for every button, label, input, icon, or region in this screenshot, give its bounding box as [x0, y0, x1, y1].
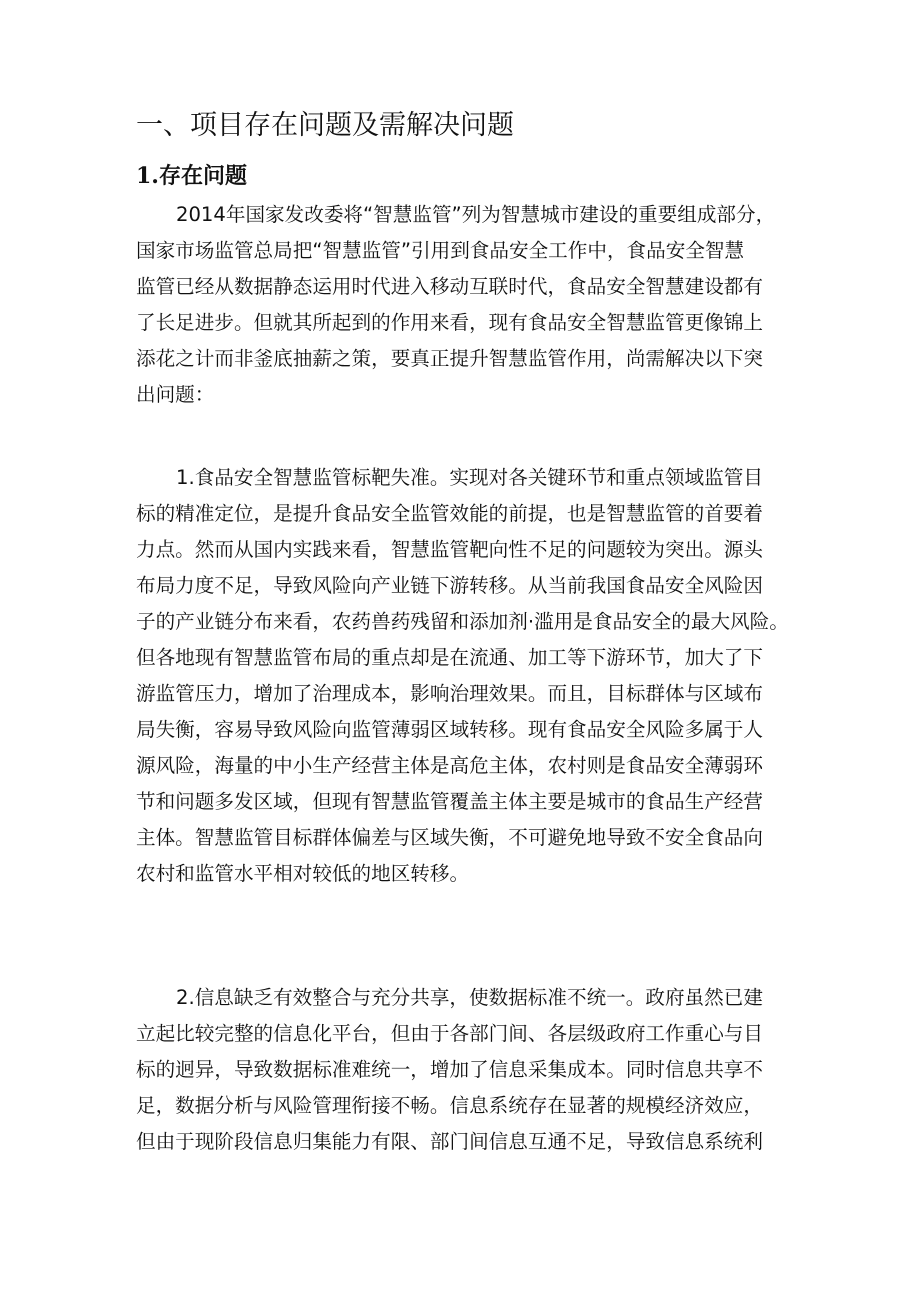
paragraph-point-2 — [136, 980, 763, 1160]
paragraph-line: 源风险，海量的中小生产经营主体是高危主体，农村则是食品安全薄弱环 — [136, 754, 763, 777]
paragraph-line: 国家市场监管总局把“智慧监管”引用到食品安全工作中，食品安全智慧 — [136, 239, 745, 262]
paragraph-intro — [136, 197, 775, 413]
subsection-heading: 1.存在问题 — [136, 163, 247, 189]
paragraph-line: 农村和监管水平相对较低的地区转移。 — [136, 862, 470, 885]
paragraph-line: 2014年国家发改委将“智慧监管”列为智慧城市建设的重要组成部分， — [176, 203, 776, 226]
paragraph-line: 标的迥异，导致数据标准难统一，增加了信息采集成本。同时信息共享不 — [136, 1058, 763, 1081]
paragraph-line: 标的精准定位，是提升食品安全监管效能的前提，也是智慧监管的首要着 — [136, 502, 763, 525]
paragraph-line: 2.信息缺乏有效整合与充分共享，使数据标准不统一。政府虽然已建 — [176, 986, 763, 1009]
paragraph-line: 添花之计而非釜底抽薪之策，要真正提升智慧监管作用，尚需解决以下突 — [136, 347, 763, 370]
paragraph-point-1 — [136, 460, 789, 892]
paragraph-line: 1.食品安全智慧监管标靶失准。实现对各关键环节和重点领域监管目 — [176, 466, 763, 489]
paragraph-line: 但由于现阶段信息归集能力有限、部门间信息互通不足，导致信息系统利 — [136, 1130, 763, 1153]
paragraph-line: 主体。智慧监管目标群体偏差与区域失衡，不可避免地导致不安全食品向 — [136, 826, 763, 849]
paragraph-line: 但各地现有智慧监管布局的重点却是在流通、加工等下游环节，加大了下 — [136, 646, 763, 669]
paragraph-line: 节和问题多发区域，但现有智慧监管覆盖主体主要是城市的食品生产经营 — [136, 790, 763, 813]
section-heading: 一、项目存在问题及需解决问题 — [136, 110, 514, 141]
paragraph-line: 监管已经从数据静态运用时代进入移动互联时代，食品安全智慧建设都有 — [136, 275, 763, 298]
paragraph-line: 出问题： — [136, 383, 215, 406]
paragraph-line: 力点。然而从国内实践来看，智慧监管靶向性不足的问题较为突出。源头 — [136, 538, 763, 561]
paragraph-line: 游监管压力，增加了治理成本，影响治理效果。而且，目标群体与区域布 — [136, 682, 763, 705]
paragraph-line: 布局力度不足，导致风险向产业链下游转移。从当前我国食品安全风险因 — [136, 574, 763, 597]
paragraph-line: 子的产业链分布来看，农药兽药残留和添加剂·滥用是食品安全的最大风险。 — [136, 610, 789, 633]
paragraph-line: 了长足进步。但就其所起到的作用来看，现有食品安全智慧监管更像锦上 — [136, 311, 763, 334]
paragraph-line: 足，数据分析与风险管理衔接不畅。信息系统存在显著的规模经济效应， — [136, 1094, 763, 1117]
paragraph-line: 局失衡，容易导致风险向监管薄弱区域转移。现有食品安全风险多属于人 — [136, 718, 763, 741]
paragraph-line: 立起比较完整的信息化平台，但由于各部门间、各层级政府工作重心与目 — [136, 1022, 763, 1045]
